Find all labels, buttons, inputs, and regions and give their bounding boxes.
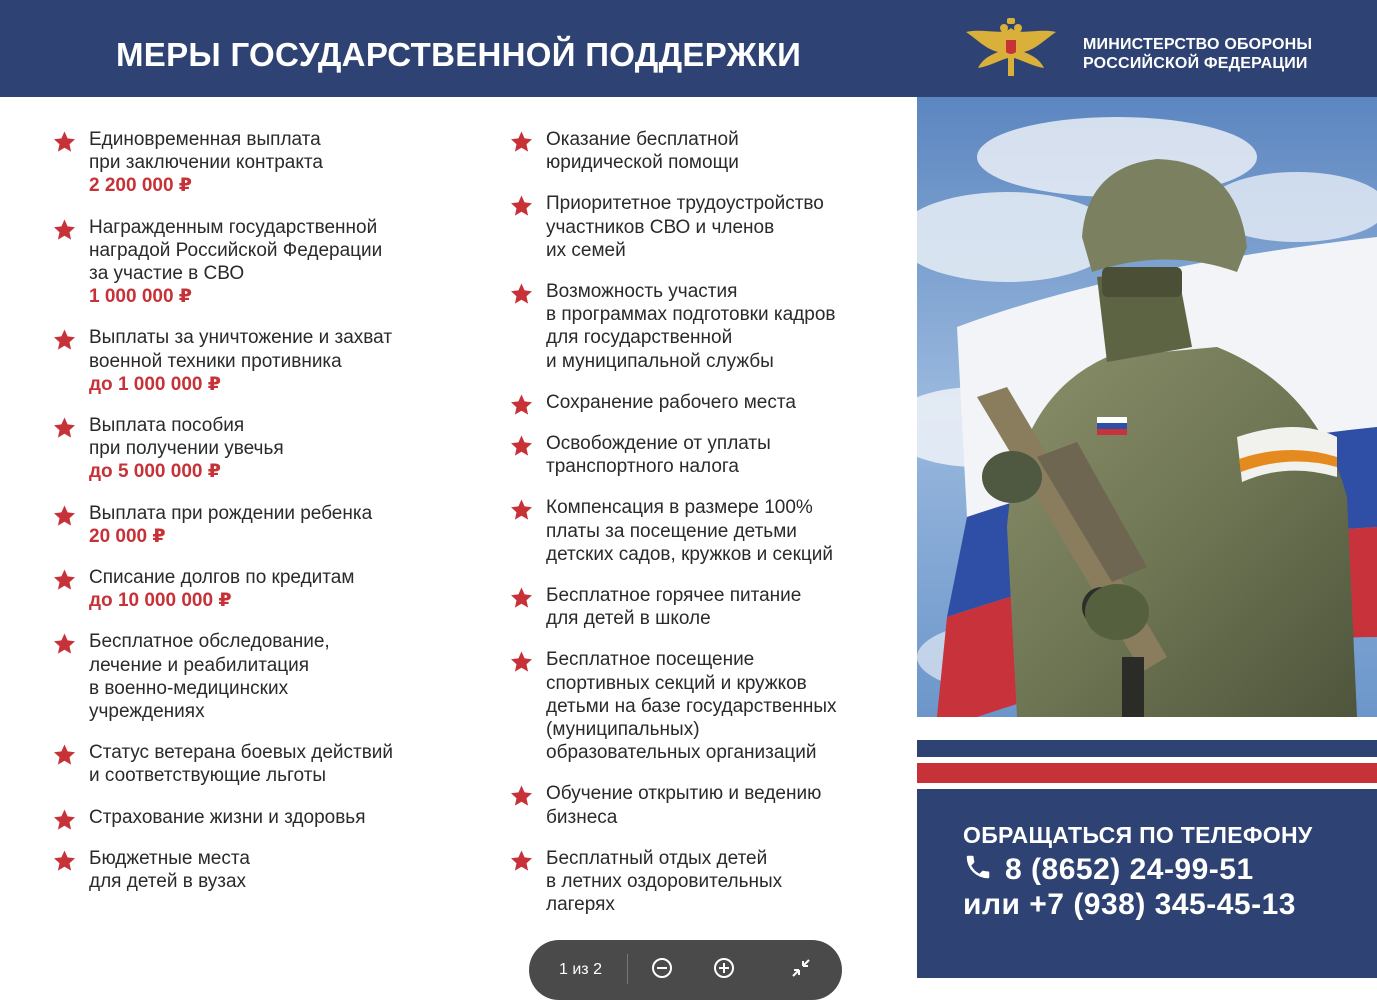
- star-bullet-icon: [509, 130, 534, 154]
- support-item-amount: 2 200 000 ₽: [89, 175, 193, 197]
- support-list-left: [52, 128, 452, 911]
- support-item-text: и муниципальной службы: [546, 350, 774, 372]
- support-item-amount: до 5 000 000 ₽: [89, 461, 221, 483]
- support-item-amount: до 10 000 000 ₽: [89, 590, 232, 612]
- ministry-line-1: МИНИСТЕРСТВО ОБОРОНЫ: [1083, 36, 1313, 53]
- star-bullet-icon: [509, 650, 534, 674]
- support-list-right: [509, 128, 909, 934]
- support-item-text: Награжденным государственной: [89, 216, 378, 238]
- support-item: [52, 847, 452, 893]
- support-item-text: в военно-медицинских: [89, 677, 289, 699]
- support-item-text: Бесплатное горячее питание: [546, 585, 802, 607]
- contact-label: ОБРАЩАТЬСЯ ПО ТЕЛЕФОНУ: [963, 822, 1313, 848]
- support-item: [52, 630, 452, 723]
- support-item: [509, 280, 909, 373]
- ministry-name: [1083, 35, 1312, 73]
- support-item-text: для государственной: [546, 327, 733, 349]
- phone-primary[interactable]: 8 (8652) 24-99-51: [1005, 853, 1254, 886]
- star-bullet-icon: [52, 632, 77, 656]
- support-item-text: Списание долгов по кредитам: [89, 567, 355, 589]
- pdf-pager-toolbar: [529, 940, 842, 1000]
- support-item-text: Статус ветерана боевых действий: [89, 742, 394, 764]
- header-bar: [0, 0, 1377, 97]
- support-item-text: Бесплатное обследование,: [89, 631, 330, 653]
- support-item: [509, 391, 909, 414]
- support-item: [509, 648, 909, 764]
- star-bullet-icon: [52, 416, 77, 440]
- support-item-text: в летних оздоровительных: [546, 871, 783, 893]
- support-item: [509, 496, 909, 566]
- support-item-text: Выплаты за уничтожение и захват: [89, 327, 393, 349]
- star-bullet-icon: [509, 434, 534, 458]
- support-item: [509, 192, 909, 262]
- support-item-text: военной техники противника: [89, 350, 342, 372]
- support-item: [509, 432, 909, 478]
- star-bullet-icon: [52, 130, 77, 154]
- flag-stripe-red: [917, 763, 1377, 783]
- support-item: [52, 502, 452, 548]
- star-bullet-icon: [509, 784, 534, 808]
- star-bullet-icon: [52, 743, 77, 767]
- support-item-text: для детей в школе: [546, 608, 711, 630]
- support-item-text: Компенсация в размере 100%: [546, 497, 813, 519]
- star-bullet-icon: [52, 504, 77, 528]
- support-item: [52, 216, 452, 309]
- collapse-icon[interactable]: [789, 956, 813, 980]
- star-bullet-icon: [52, 568, 77, 592]
- support-item-text: Страхование жизни и здоровья: [89, 806, 366, 828]
- star-bullet-icon: [509, 194, 534, 218]
- support-item-text: лечение и реабилитация: [89, 654, 310, 676]
- support-item-text: Бесплатный отдых детей: [546, 847, 768, 869]
- support-item: [52, 566, 452, 612]
- support-item: [52, 128, 452, 198]
- support-item-amount: 1 000 000 ₽: [89, 286, 193, 308]
- support-item-text: лагерях: [546, 894, 615, 916]
- support-item-text: детьми на базе государственных: [546, 695, 837, 717]
- support-item-text: Оказание бесплатной: [546, 129, 739, 150]
- support-item-text: платы за посещение детьми: [546, 520, 797, 542]
- star-bullet-icon: [509, 498, 534, 522]
- support-item-text: при получении увечья: [89, 438, 284, 460]
- support-item: [509, 847, 909, 917]
- support-item-text: наградой Российской Федерации: [89, 239, 383, 261]
- support-item: [52, 326, 452, 396]
- support-item-text: Выплата при рождении ребенка: [89, 502, 373, 524]
- soldier-illustration: [917, 97, 1377, 717]
- star-bullet-icon: [509, 282, 534, 306]
- flag-stripe-white: [917, 783, 1377, 789]
- support-item: [52, 414, 452, 484]
- phone-secondary[interactable]: или +7 (938) 345-45-13: [963, 888, 1296, 921]
- support-item-text: Единовременная выплата: [89, 129, 321, 150]
- support-item-text: и соответствующие льготы: [89, 765, 327, 787]
- support-item-text: Возможность участия: [546, 281, 738, 303]
- support-item-amount: до 1 000 000 ₽: [89, 373, 221, 395]
- support-item-text: участников СВО и членов: [546, 216, 775, 238]
- support-item-text: Бесплатное посещение: [546, 649, 755, 671]
- star-bullet-icon: [509, 393, 534, 417]
- page-title: МЕРЫ ГОСУДАРСТВЕННОЙ ПОДДЕРЖКИ: [116, 36, 802, 73]
- support-item-text: Приоритетное трудоустройство: [546, 193, 824, 215]
- support-item: [509, 128, 909, 174]
- support-item: [509, 584, 909, 630]
- support-item-text: Выплата пособия: [89, 415, 245, 437]
- support-item-text: бизнеса: [546, 806, 618, 828]
- support-item: [509, 782, 909, 828]
- support-item-text: Обучение открытию и ведению: [546, 783, 822, 805]
- support-item: [52, 741, 452, 787]
- star-bullet-icon: [52, 218, 77, 242]
- star-bullet-icon: [52, 849, 77, 873]
- zoom-in-icon[interactable]: [712, 956, 736, 980]
- support-item-text: детских садов, кружков и секций: [546, 543, 834, 565]
- zoom-out-icon[interactable]: [650, 956, 674, 980]
- ministry-line-2: РОССИЙСКОЙ ФЕДЕРАЦИИ: [1083, 55, 1308, 72]
- support-item-text: учреждениях: [89, 701, 205, 723]
- support-item-text: в программах подготовки кадров: [546, 304, 836, 326]
- support-item-text: их семей: [546, 239, 626, 261]
- support-item-text: образовательных организаций: [546, 742, 817, 764]
- support-item-text: транспортного налога: [546, 456, 739, 478]
- phone-icon: [963, 852, 993, 882]
- page-indicator: 1 из 2: [559, 961, 602, 978]
- star-bullet-icon: [509, 586, 534, 610]
- star-bullet-icon: [509, 849, 534, 873]
- support-item-text: за участие в СВО: [89, 263, 245, 285]
- support-item-text: Сохранение рабочего места: [546, 391, 796, 413]
- eagle-emblem-icon: [962, 18, 1060, 82]
- star-bullet-icon: [52, 328, 77, 352]
- support-item-text: юридической помощи: [546, 152, 739, 174]
- support-item-text: при заключении контракта: [89, 152, 323, 174]
- star-bullet-icon: [52, 808, 77, 832]
- support-item-text: (муниципальных): [546, 719, 700, 741]
- support-item-text: для детей в вузах: [89, 871, 247, 893]
- toolbar-divider: [627, 954, 628, 984]
- support-item-text: Освобождение от уплаты: [546, 433, 771, 455]
- support-item: [52, 806, 452, 829]
- support-item-amount: 20 000 ₽: [89, 525, 166, 547]
- support-item-text: спортивных секций и кружков: [546, 672, 807, 694]
- soldier-photo: [917, 97, 1377, 717]
- support-item-text: Бюджетные места: [89, 847, 250, 869]
- phone-primary-row: [963, 852, 1254, 887]
